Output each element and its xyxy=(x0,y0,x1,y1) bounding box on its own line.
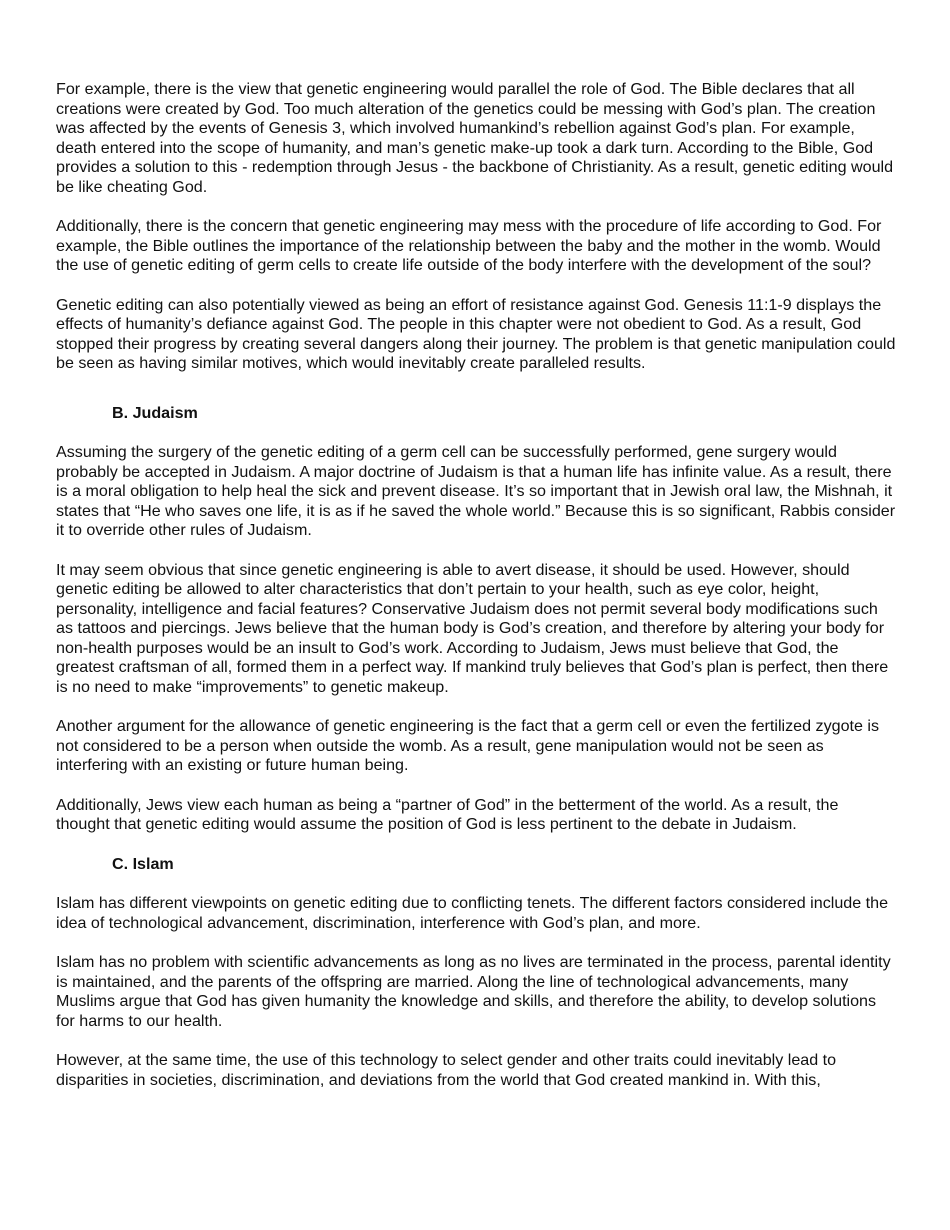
paragraph-judaism-2: It may seem obvious that since genetic engineering is able to avert disease, it should be used. However, should genetic editing be allowed to alter characteristics that don’t pertain to your health, such as eye color, height, personality, intelligence and facial features? Conservative Judaism does not permit several body modifications such as tattoos and piercings. Jews believe that the human body is God’s creation, and therefore by altering your body for non-health purposes would be an insult to God’s work. According to Judaism, Jews must believe that God, the greatest craftsman of all, formed them in a perfect way. If mankind truly believes that God’s plan is perfect, then there is no need to make “improvements” to genetic makeup. xyxy=(56,560,889,696)
paragraph-christianity-1: For example, there is the view that genetic engineering would parallel the role of God. The Bible declares that all creations were created by God. Too much alteration of the genetics could be messing with God’s plan. The creation was affected by the events of Genesis 3, which involved humankind’s rebellion against God’s plan. For example, death entered into the scope of humanity, and man’s genetic make-up took a dark turn. According to the Bible, God provides a solution to this - redemption through Jesus - the backbone of Christianity. As a result, genetic editing would be like cheating God. xyxy=(56,80,894,196)
document-page xyxy=(56,80,896,1110)
paragraph-judaism-4: Additionally, Jews view each human as being a “partner of God” in the betterment of the world. As a result, the thought that genetic editing would assume the position of God is less pertinent to the debate in Judaism. xyxy=(56,795,839,833)
paragraph-judaism-1: Assuming the surgery of the genetic editing of a germ cell can be successfully performed, gene surgery would probably be accepted in Judaism. A major doctrine of Judaism is that a human life has infinite value. As a result, there is a moral obligation to help heal the sick and prevent disease. It’s so important that in Jewish oral law, the Mishnah, it states that “He who saves one life, it is as if he saved the whole world.” Because this is so significant, Rabbis consider it to override other rules of Judaism. xyxy=(56,443,896,539)
paragraph-christianity-3: Genetic editing can also potentially viewed as being an effort of resistance against God. Genesis 11:1-9 displays the effects of humanity’s defiance against God. The people in this chapter were not obedient to God. As a result, God stopped their progress by creating several dangers along their journey. The problem is that genetic manipulation could be seen as having similar motives, which would inevitably create paralleled results. xyxy=(56,295,896,372)
paragraph-islam-2: Islam has no problem with scientific advancements as long as no lives are terminated in the process, parental identity is maintained, and the parents of the offspring are married. Along the line of technological advancements, many Muslims argue that God has given humanity the knowledge and skills, and therefore the ability, to develop solutions for harms to our health. xyxy=(56,953,891,1030)
paragraph-islam-1: Islam has different viewpoints on genetic editing due to conflicting tenets. The different factors considered include the idea of technological advancement, discrimination, interference with God’s plan, and more. xyxy=(56,894,889,932)
paragraph-christianity-2: Additionally, there is the concern that genetic engineering may mess with the procedure of life according to God. For example, the Bible outlines the importance of the relationship between the baby and the mother in the womb. Would the use of genetic editing of germ cells to create life outside of the body interfere with the development of the soul? xyxy=(56,217,882,274)
paragraph-islam-3: However, at the same time, the use of this technology to select gender and other traits could inevitably lead to disparities in societies, discrimination, and deviations from the world that God created mankind in. With this, xyxy=(56,1051,837,1089)
section-heading-judaism: B. Judaism xyxy=(112,403,198,422)
section-heading-islam: C. Islam xyxy=(112,854,174,873)
paragraph-judaism-3: Another argument for the allowance of genetic engineering is the fact that a germ cell or even the fertilized zygote is not considered to be a person when outside the womb. As a result, gene manipulation would not be seen as interfering with an existing or future human being. xyxy=(56,717,880,774)
